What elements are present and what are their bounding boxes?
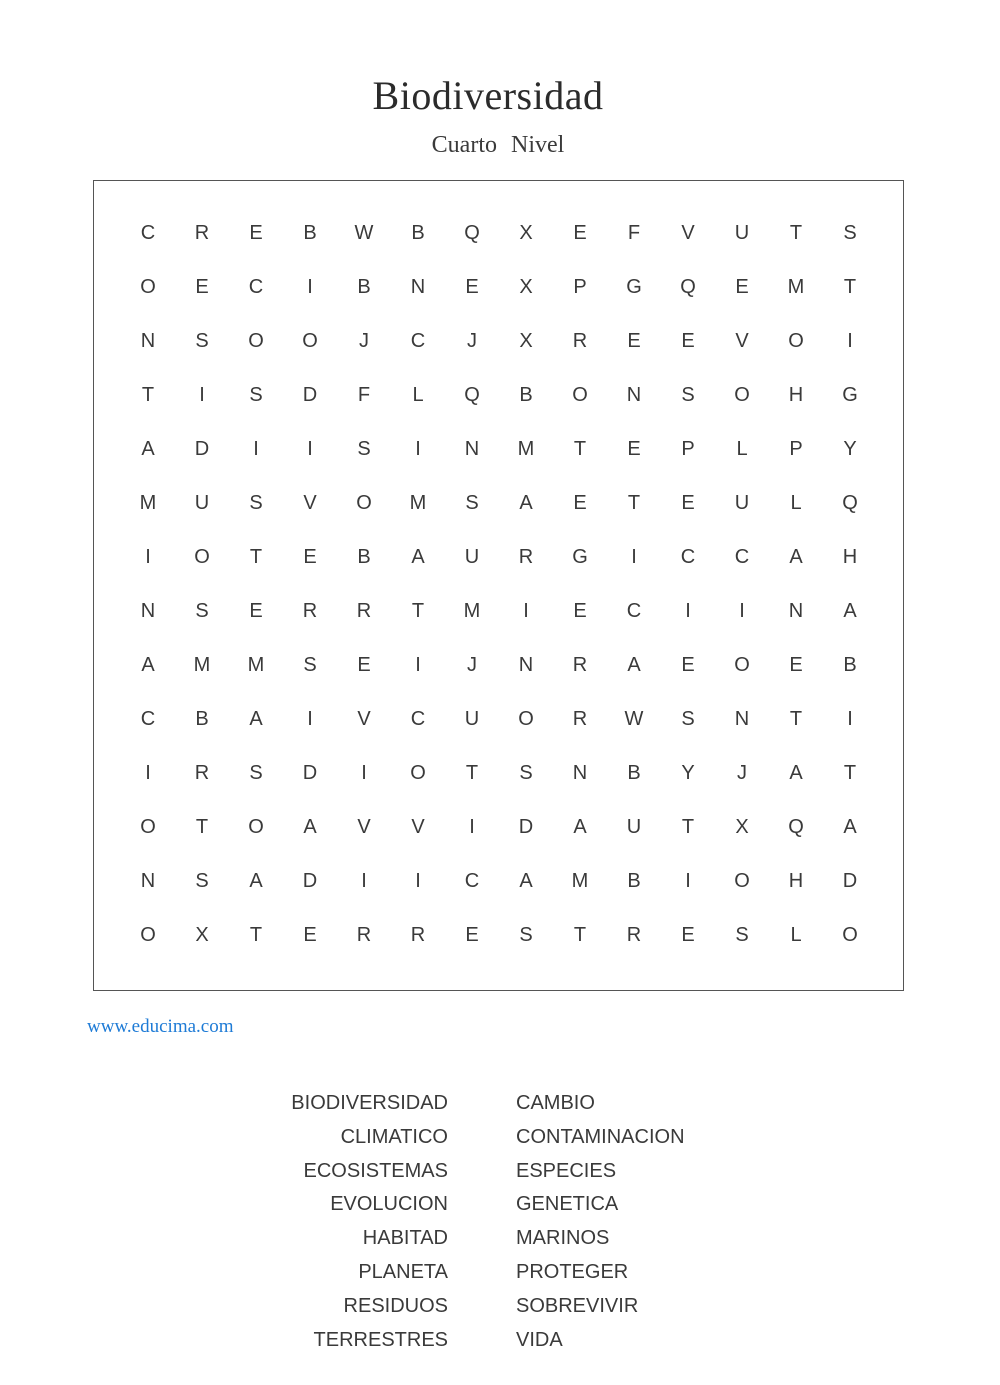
grid-letter[interactable]: Q	[842, 492, 858, 514]
grid-row	[94, 476, 903, 530]
grid-letter[interactable]: B	[627, 870, 641, 892]
grid-letter[interactable]: M	[517, 438, 535, 460]
grid-letter[interactable]: S	[465, 492, 479, 514]
grid-letter[interactable]: T	[843, 762, 857, 784]
grid-letter[interactable]: E	[465, 924, 479, 946]
grid-letter[interactable]: G	[626, 276, 642, 298]
grid-letter[interactable]: J	[467, 330, 477, 352]
grid-letter[interactable]: O	[356, 492, 372, 514]
grid-letter[interactable]: O	[140, 816, 156, 838]
word-list-item: ECOSISTEMAS	[303, 1159, 448, 1182]
grid-letter[interactable]: J	[467, 654, 477, 676]
grid-letter[interactable]: X	[519, 276, 533, 298]
grid-letter[interactable]: R	[572, 330, 588, 352]
grid-letter[interactable]: R	[572, 654, 588, 676]
grid-letter[interactable]: V	[411, 816, 425, 838]
grid-letter[interactable]: X	[735, 816, 749, 838]
grid-letter[interactable]: I	[199, 384, 205, 406]
grid-letter[interactable]: S	[681, 708, 695, 730]
grid-letter[interactable]: I	[685, 870, 691, 892]
word-list-item: RESIDUOS	[343, 1294, 448, 1317]
grid-letter[interactable]: Y	[843, 438, 857, 460]
word-list-item: GENETICA	[516, 1193, 619, 1216]
grid-letter[interactable]: M	[463, 600, 481, 622]
grid-letter[interactable]: V	[681, 222, 695, 244]
grid-letter[interactable]: I	[739, 600, 745, 622]
grid-letter[interactable]: I	[307, 438, 313, 460]
grid-letter[interactable]: T	[789, 708, 803, 730]
word-list-item: ESPECIES	[516, 1159, 617, 1182]
grid-letter[interactable]: E	[303, 924, 317, 946]
grid-letter[interactable]: A	[843, 816, 857, 838]
grid-letter[interactable]: P	[789, 438, 803, 460]
grid-letter[interactable]: I	[631, 546, 637, 568]
grid-letter[interactable]: S	[735, 924, 749, 946]
grid-letter[interactable]: P	[573, 276, 587, 298]
grid-letter[interactable]: I	[415, 438, 421, 460]
grid-letter[interactable]: N	[518, 654, 534, 676]
grid-letter[interactable]: E	[465, 276, 479, 298]
grid-row	[94, 692, 903, 746]
grid-letter[interactable]: Y	[681, 762, 695, 784]
grid-letter[interactable]: I	[361, 870, 367, 892]
grid-letter[interactable]: G	[572, 546, 588, 568]
grid-letter[interactable]: I	[469, 816, 475, 838]
grid-letter[interactable]: N	[788, 600, 804, 622]
page-title: Biodiversidad	[372, 73, 604, 118]
grid-letter[interactable]: S	[195, 330, 209, 352]
grid-letter[interactable]: M	[409, 492, 427, 514]
grid-letter[interactable]: B	[357, 276, 371, 298]
grid-letter[interactable]: X	[519, 330, 533, 352]
grid-letter[interactable]: A	[141, 438, 155, 460]
grid-row	[94, 638, 903, 692]
grid-row	[94, 746, 903, 800]
grid-letter[interactable]: O	[572, 384, 588, 406]
grid-letter[interactable]: P	[681, 438, 695, 460]
grid-letter[interactable]: L	[736, 438, 748, 460]
word-list-item: CONTAMINACION	[516, 1125, 685, 1148]
grid-letter[interactable]: N	[410, 276, 426, 298]
grid-letter[interactable]: N	[572, 762, 588, 784]
grid-letter[interactable]: R	[572, 708, 588, 730]
grid-letter[interactable]: E	[681, 924, 695, 946]
grid-letter[interactable]: S	[249, 492, 263, 514]
grid-letter[interactable]: B	[843, 654, 857, 676]
grid-letter[interactable]: O	[842, 924, 858, 946]
grid-letter[interactable]: T	[573, 924, 587, 946]
grid-letter[interactable]: N	[140, 330, 156, 352]
grid-letter[interactable]: U	[194, 492, 210, 514]
grid-letter[interactable]: A	[627, 654, 641, 676]
grid-letter[interactable]: N	[734, 708, 750, 730]
grid-row	[94, 908, 903, 962]
website-link[interactable]: www.educima.com	[87, 1016, 234, 1037]
grid-letter[interactable]: C	[140, 222, 156, 244]
grid-letter[interactable]: I	[361, 762, 367, 784]
grid-letter[interactable]: C	[680, 546, 696, 568]
grid-row	[94, 422, 903, 476]
grid-letter[interactable]: I	[145, 762, 151, 784]
grid-letter[interactable]: T	[465, 762, 479, 784]
grid-letter[interactable]: E	[573, 492, 587, 514]
grid-letter[interactable]: E	[681, 654, 695, 676]
grid-letter[interactable]: D	[302, 762, 318, 784]
word-list-left-column	[248, 1088, 448, 1358]
grid-letter[interactable]: C	[626, 600, 642, 622]
grid-letter[interactable]: X	[195, 924, 209, 946]
grid-letter[interactable]: F	[627, 222, 641, 244]
grid-letter[interactable]: O	[734, 384, 750, 406]
grid-letter[interactable]: E	[681, 330, 695, 352]
word-list-item: VIDA	[516, 1328, 563, 1351]
grid-letter[interactable]: T	[573, 438, 587, 460]
grid-letter[interactable]: A	[789, 762, 803, 784]
grid-letter[interactable]: T	[789, 222, 803, 244]
grid-letter[interactable]: C	[734, 546, 750, 568]
grid-letter[interactable]: C	[410, 708, 426, 730]
grid-letter[interactable]: O	[518, 708, 534, 730]
word-list-item: HABITAD	[362, 1227, 448, 1250]
grid-letter[interactable]: H	[842, 546, 858, 568]
grid-letter[interactable]: S	[249, 384, 263, 406]
grid-letter[interactable]: S	[357, 438, 371, 460]
word-list-item: MARINOS	[516, 1227, 610, 1250]
word-list-item: BIODIVERSIDAD	[291, 1092, 448, 1114]
grid-letter[interactable]: V	[303, 492, 317, 514]
grid-letter[interactable]: E	[735, 276, 749, 298]
grid-letter[interactable]: T	[627, 492, 641, 514]
grid-letter[interactable]: E	[249, 222, 263, 244]
grid-letter[interactable]: W	[354, 222, 374, 244]
grid-letter[interactable]: V	[735, 330, 749, 352]
grid-letter[interactable]: E	[681, 492, 695, 514]
grid-letter[interactable]: E	[303, 546, 317, 568]
grid-letter[interactable]: T	[681, 816, 695, 838]
grid-letter[interactable]: O	[140, 924, 156, 946]
word-list-item: TERRESTRES	[313, 1328, 448, 1351]
grid-letter[interactable]: E	[573, 600, 587, 622]
grid-letter[interactable]: N	[464, 438, 480, 460]
grid-letter[interactable]: S	[195, 600, 209, 622]
grid-letter[interactable]: O	[734, 870, 750, 892]
grid-letter[interactable]: I	[415, 870, 421, 892]
grid-letter[interactable]: R	[356, 924, 372, 946]
grid-letter[interactable]: U	[464, 546, 480, 568]
grid-letter[interactable]: I	[253, 438, 259, 460]
grid-letter[interactable]: O	[140, 276, 156, 298]
grid-letter[interactable]: O	[734, 654, 750, 676]
grid-letter[interactable]: I	[523, 600, 529, 622]
grid-letter[interactable]: I	[415, 654, 421, 676]
grid-letter[interactable]: E	[357, 654, 371, 676]
grid-letter[interactable]: O	[410, 762, 426, 784]
grid-letter[interactable]: N	[140, 870, 156, 892]
grid-letter[interactable]: D	[302, 384, 318, 406]
word-search-grid	[93, 180, 904, 991]
grid-row	[94, 368, 903, 422]
grid-letter[interactable]: A	[519, 492, 533, 514]
grid-letter[interactable]: E	[573, 222, 587, 244]
grid-letter[interactable]: M	[247, 654, 265, 676]
grid-letter[interactable]: A	[789, 546, 803, 568]
grid-letter[interactable]: S	[681, 384, 695, 406]
grid-letter[interactable]: V	[357, 708, 371, 730]
grid-letter[interactable]: I	[145, 546, 151, 568]
grid-letter[interactable]: M	[571, 870, 589, 892]
grid-letter[interactable]: U	[464, 708, 480, 730]
letter-grid	[94, 181, 903, 990]
grid-letter[interactable]: A	[411, 546, 425, 568]
grid-letter[interactable]: J	[737, 762, 747, 784]
grid-letter[interactable]: C	[140, 708, 156, 730]
grid-letter[interactable]: I	[307, 708, 313, 730]
grid-letter[interactable]: S	[195, 870, 209, 892]
grid-letter[interactable]: E	[789, 654, 803, 676]
grid-letter[interactable]: O	[302, 330, 318, 352]
grid-letter[interactable]: B	[411, 222, 425, 244]
grid-letter[interactable]: S	[519, 762, 533, 784]
grid-row	[94, 854, 903, 908]
grid-letter[interactable]: C	[248, 276, 264, 298]
grid-letter[interactable]: D	[302, 870, 318, 892]
grid-letter[interactable]: T	[249, 546, 263, 568]
grid-letter[interactable]: T	[411, 600, 425, 622]
page-subtitle: Cuarto Nivel	[431, 132, 565, 158]
grid-letter[interactable]: W	[624, 708, 644, 730]
grid-letter[interactable]: I	[307, 276, 313, 298]
grid-letter[interactable]: O	[248, 816, 264, 838]
grid-letter[interactable]: A	[573, 816, 587, 838]
grid-letter[interactable]: U	[734, 222, 750, 244]
grid-row	[94, 800, 903, 854]
grid-letter[interactable]: B	[519, 384, 533, 406]
grid-letter[interactable]: E	[195, 276, 209, 298]
grid-letter[interactable]: I	[685, 600, 691, 622]
grid-row	[94, 206, 903, 260]
grid-row	[94, 584, 903, 638]
grid-letter[interactable]: E	[627, 330, 641, 352]
grid-letter[interactable]: H	[788, 384, 804, 406]
grid-letter[interactable]: A	[519, 870, 533, 892]
grid-letter[interactable]: N	[140, 600, 156, 622]
grid-letter[interactable]: Q	[680, 276, 696, 298]
grid-letter[interactable]: M	[787, 276, 805, 298]
grid-letter[interactable]: B	[627, 762, 641, 784]
word-list-right-column	[516, 1088, 776, 1358]
grid-letter[interactable]: S	[303, 654, 317, 676]
grid-letter[interactable]: U	[734, 492, 750, 514]
grid-letter[interactable]: C	[410, 330, 426, 352]
grid-letter[interactable]: D	[194, 438, 210, 460]
grid-letter[interactable]: L	[412, 384, 424, 406]
grid-letter[interactable]: J	[359, 330, 369, 352]
grid-letter[interactable]: G	[842, 384, 858, 406]
grid-letter[interactable]: D	[842, 870, 858, 892]
grid-letter[interactable]: U	[626, 816, 642, 838]
grid-letter[interactable]: M	[139, 492, 157, 514]
grid-letter[interactable]: O	[194, 546, 210, 568]
grid-letter[interactable]: O	[788, 330, 804, 352]
word-list-item: EVOLUCION	[330, 1193, 448, 1216]
grid-letter[interactable]: F	[357, 384, 371, 406]
grid-letter[interactable]: Q	[788, 816, 804, 838]
grid-letter[interactable]: R	[518, 546, 534, 568]
grid-letter[interactable]: E	[249, 600, 263, 622]
grid-letter[interactable]: T	[249, 924, 263, 946]
grid-row	[94, 260, 903, 314]
grid-letter[interactable]: R	[626, 924, 642, 946]
grid-letter[interactable]: T	[141, 384, 155, 406]
grid-letter[interactable]: H	[788, 870, 804, 892]
grid-letter[interactable]: Q	[464, 384, 480, 406]
grid-letter[interactable]: B	[357, 546, 371, 568]
grid-letter[interactable]: V	[357, 816, 371, 838]
word-list-item: PROTEGER	[516, 1260, 629, 1283]
grid-letter[interactable]: R	[356, 600, 372, 622]
grid-letter[interactable]: T	[843, 276, 857, 298]
grid-row	[94, 314, 903, 368]
grid-letter[interactable]: S	[843, 222, 857, 244]
grid-letter[interactable]: B	[303, 222, 317, 244]
grid-letter[interactable]: R	[410, 924, 426, 946]
grid-letter[interactable]: R	[194, 222, 210, 244]
grid-letter[interactable]: O	[248, 330, 264, 352]
grid-letter[interactable]: D	[518, 816, 534, 838]
grid-letter[interactable]: S	[519, 924, 533, 946]
grid-letter[interactable]: C	[464, 870, 480, 892]
grid-letter[interactable]: L	[790, 492, 802, 514]
grid-letter[interactable]: R	[302, 600, 318, 622]
grid-letter[interactable]: L	[790, 924, 802, 946]
word-list-item: PLANETA	[358, 1260, 448, 1283]
grid-letter[interactable]: A	[843, 600, 857, 622]
grid-letter[interactable]: B	[195, 708, 209, 730]
grid-letter[interactable]: A	[303, 816, 317, 838]
grid-letter[interactable]: A	[141, 654, 155, 676]
grid-letter[interactable]: R	[194, 762, 210, 784]
grid-letter[interactable]: M	[193, 654, 211, 676]
grid-letter[interactable]: I	[847, 330, 853, 352]
word-list-item: CAMBIO	[516, 1092, 595, 1114]
grid-letter[interactable]: Q	[464, 222, 480, 244]
grid-letter[interactable]: X	[519, 222, 533, 244]
grid-letter[interactable]: A	[249, 708, 263, 730]
grid-letter[interactable]: T	[195, 816, 209, 838]
grid-letter[interactable]: A	[249, 870, 263, 892]
grid-letter[interactable]: E	[627, 438, 641, 460]
grid-letter[interactable]: S	[249, 762, 263, 784]
word-list-item: SOBREVIVIR	[516, 1294, 639, 1317]
grid-letter[interactable]: I	[847, 708, 853, 730]
word-list-item: CLIMATICO	[340, 1125, 448, 1148]
grid-letter[interactable]: N	[626, 384, 642, 406]
grid-row	[94, 530, 903, 584]
